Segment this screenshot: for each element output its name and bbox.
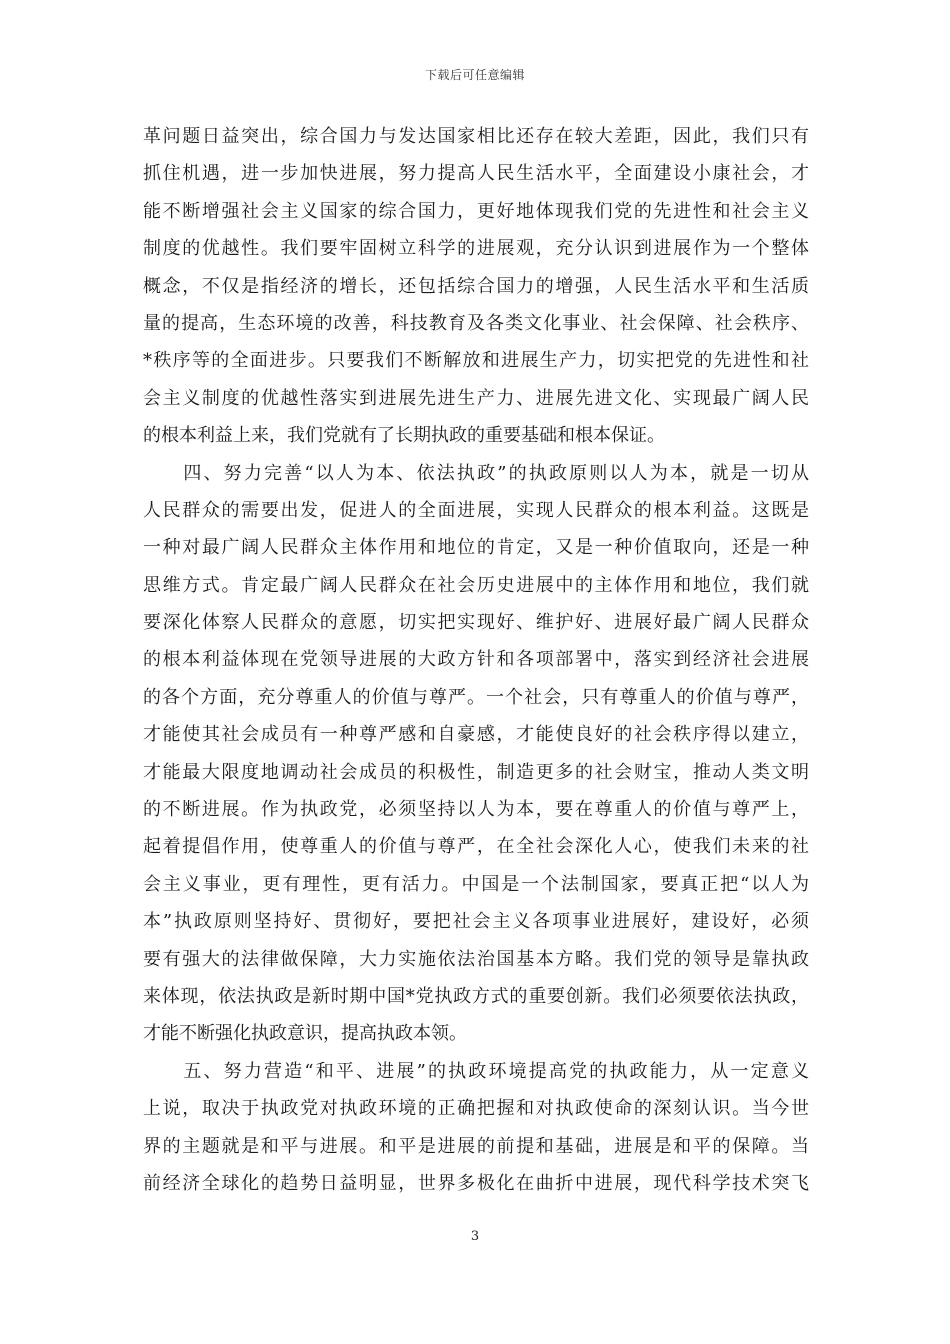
text-line: 才能使其社会成员有一种尊严感和自豪感，才能使良好的社会秩序得以建立， — [143, 724, 809, 746]
text-line: *秩序等的全面进步。只要我们不断解放和进展生产力，切实把党的先进性和社 — [143, 350, 809, 372]
text-line: 来体现，依法执政是新时期中国*党执政方式的重要创新。我们必须要依法执政， — [143, 985, 809, 1007]
text-line: 的各个方面，充分尊重人的价值与尊严。一个社会，只有尊重人的价值与尊严， — [143, 686, 809, 708]
text-line: 的不断进展。作为执政党，必须坚持以人为本，要在尊重人的价值与尊严上， — [143, 799, 809, 821]
text-line: 会主义事业，更有理性，更有活力。中国是一个法制国家，要真正把“以人为 — [143, 873, 809, 895]
text-line: 的根本利益体现在党领导进展的大政方针和各项部署中，落实到经济社会进展 — [143, 649, 809, 671]
text-line: 思维方式。肯定最广阔人民群众在社会历史进展中的主体作用和地位，我们就 — [143, 574, 809, 596]
text-line: 一种对最广阔人民群众主体作用和地位的肯定，又是一种价值取向，还是一种 — [143, 537, 809, 559]
text-line: 概念，不仅是指经济的增长，还包括综合国力的增强，人民生活水平和生活质 — [143, 275, 809, 297]
text-line: 会主义制度的优越性落实到进展先进生产力、进展先进文化、实现最广阔人民 — [143, 387, 809, 409]
text-line: 才能不断强化执政意识，提高执政本领。 — [143, 1023, 467, 1045]
text-line: 制度的优越性。我们要牢固树立科学的进展观，充分认识到进展作为一个整体 — [143, 238, 809, 260]
text-line: 上说，取决于执政党对执政环境的正确把握和对执政使命的深刻认识。当今世 — [143, 1098, 809, 1120]
text-line: 人民群众的需要出发，促进人的全面进展，实现人民群众的根本利益。这既是 — [143, 499, 809, 521]
text-line: 才能最大限度地调动社会成员的积极性，制造更多的社会财宝，推动人类文明 — [143, 761, 809, 783]
text-line: 能不断增强社会主义国家的综合国力，更好地体现我们党的先进性和社会主义 — [143, 200, 809, 222]
text-line: 的根本利益上来，我们党就有了长期执政的重要基础和根本保证。 — [143, 425, 665, 447]
page-number: 3 — [470, 1229, 480, 1244]
text-line: 革问题日益突出，综合国力与发达国家相比还存在较大差距，因此，我们只有 — [143, 126, 809, 147]
text-line: 五、努力营造“和平、进展”的执政环境提高党的执政能力，从一定意义 — [143, 1060, 809, 1082]
text-line: 要有强大的法律做保障，大力实施依法治国基本方略。我们党的领导是靠执政 — [143, 948, 809, 970]
text-line: 起着提倡作用，使尊重人的价值与尊严，在全社会深化人心，使我们未来的社 — [143, 836, 809, 858]
text-line: 四、努力完善“以人为本、依法执政”的执政原则以人为本，就是一切从 — [143, 462, 809, 484]
text-line: 量的提高，生态环境的改善，科技教育及各类文化事业、社会保障、社会秩序、 — [143, 312, 809, 334]
document-body — [143, 118, 809, 1202]
page-header: 下载后可任意编辑 — [424, 68, 525, 82]
text-line: 要深化体察人民群众的意愿，切实把实现好、维护好、进展好最广阔人民群众 — [143, 612, 809, 634]
text-line: 前经济全球化的趋势日益明显，世界多极化在曲折中进展，现代科学技术突飞 — [143, 1172, 809, 1194]
text-line: 抓住机遇，进一步加快进展，努力提高人民生活水平，全面建设小康社会，才 — [143, 163, 809, 185]
text-line: 界的主题就是和平与进展。和平是进展的前提和基础，进展是和平的保障。当 — [143, 1135, 809, 1157]
text-line: 本”执政原则坚持好、贯彻好，要把社会主义各项事业进展好，建设好，必须 — [143, 911, 809, 933]
